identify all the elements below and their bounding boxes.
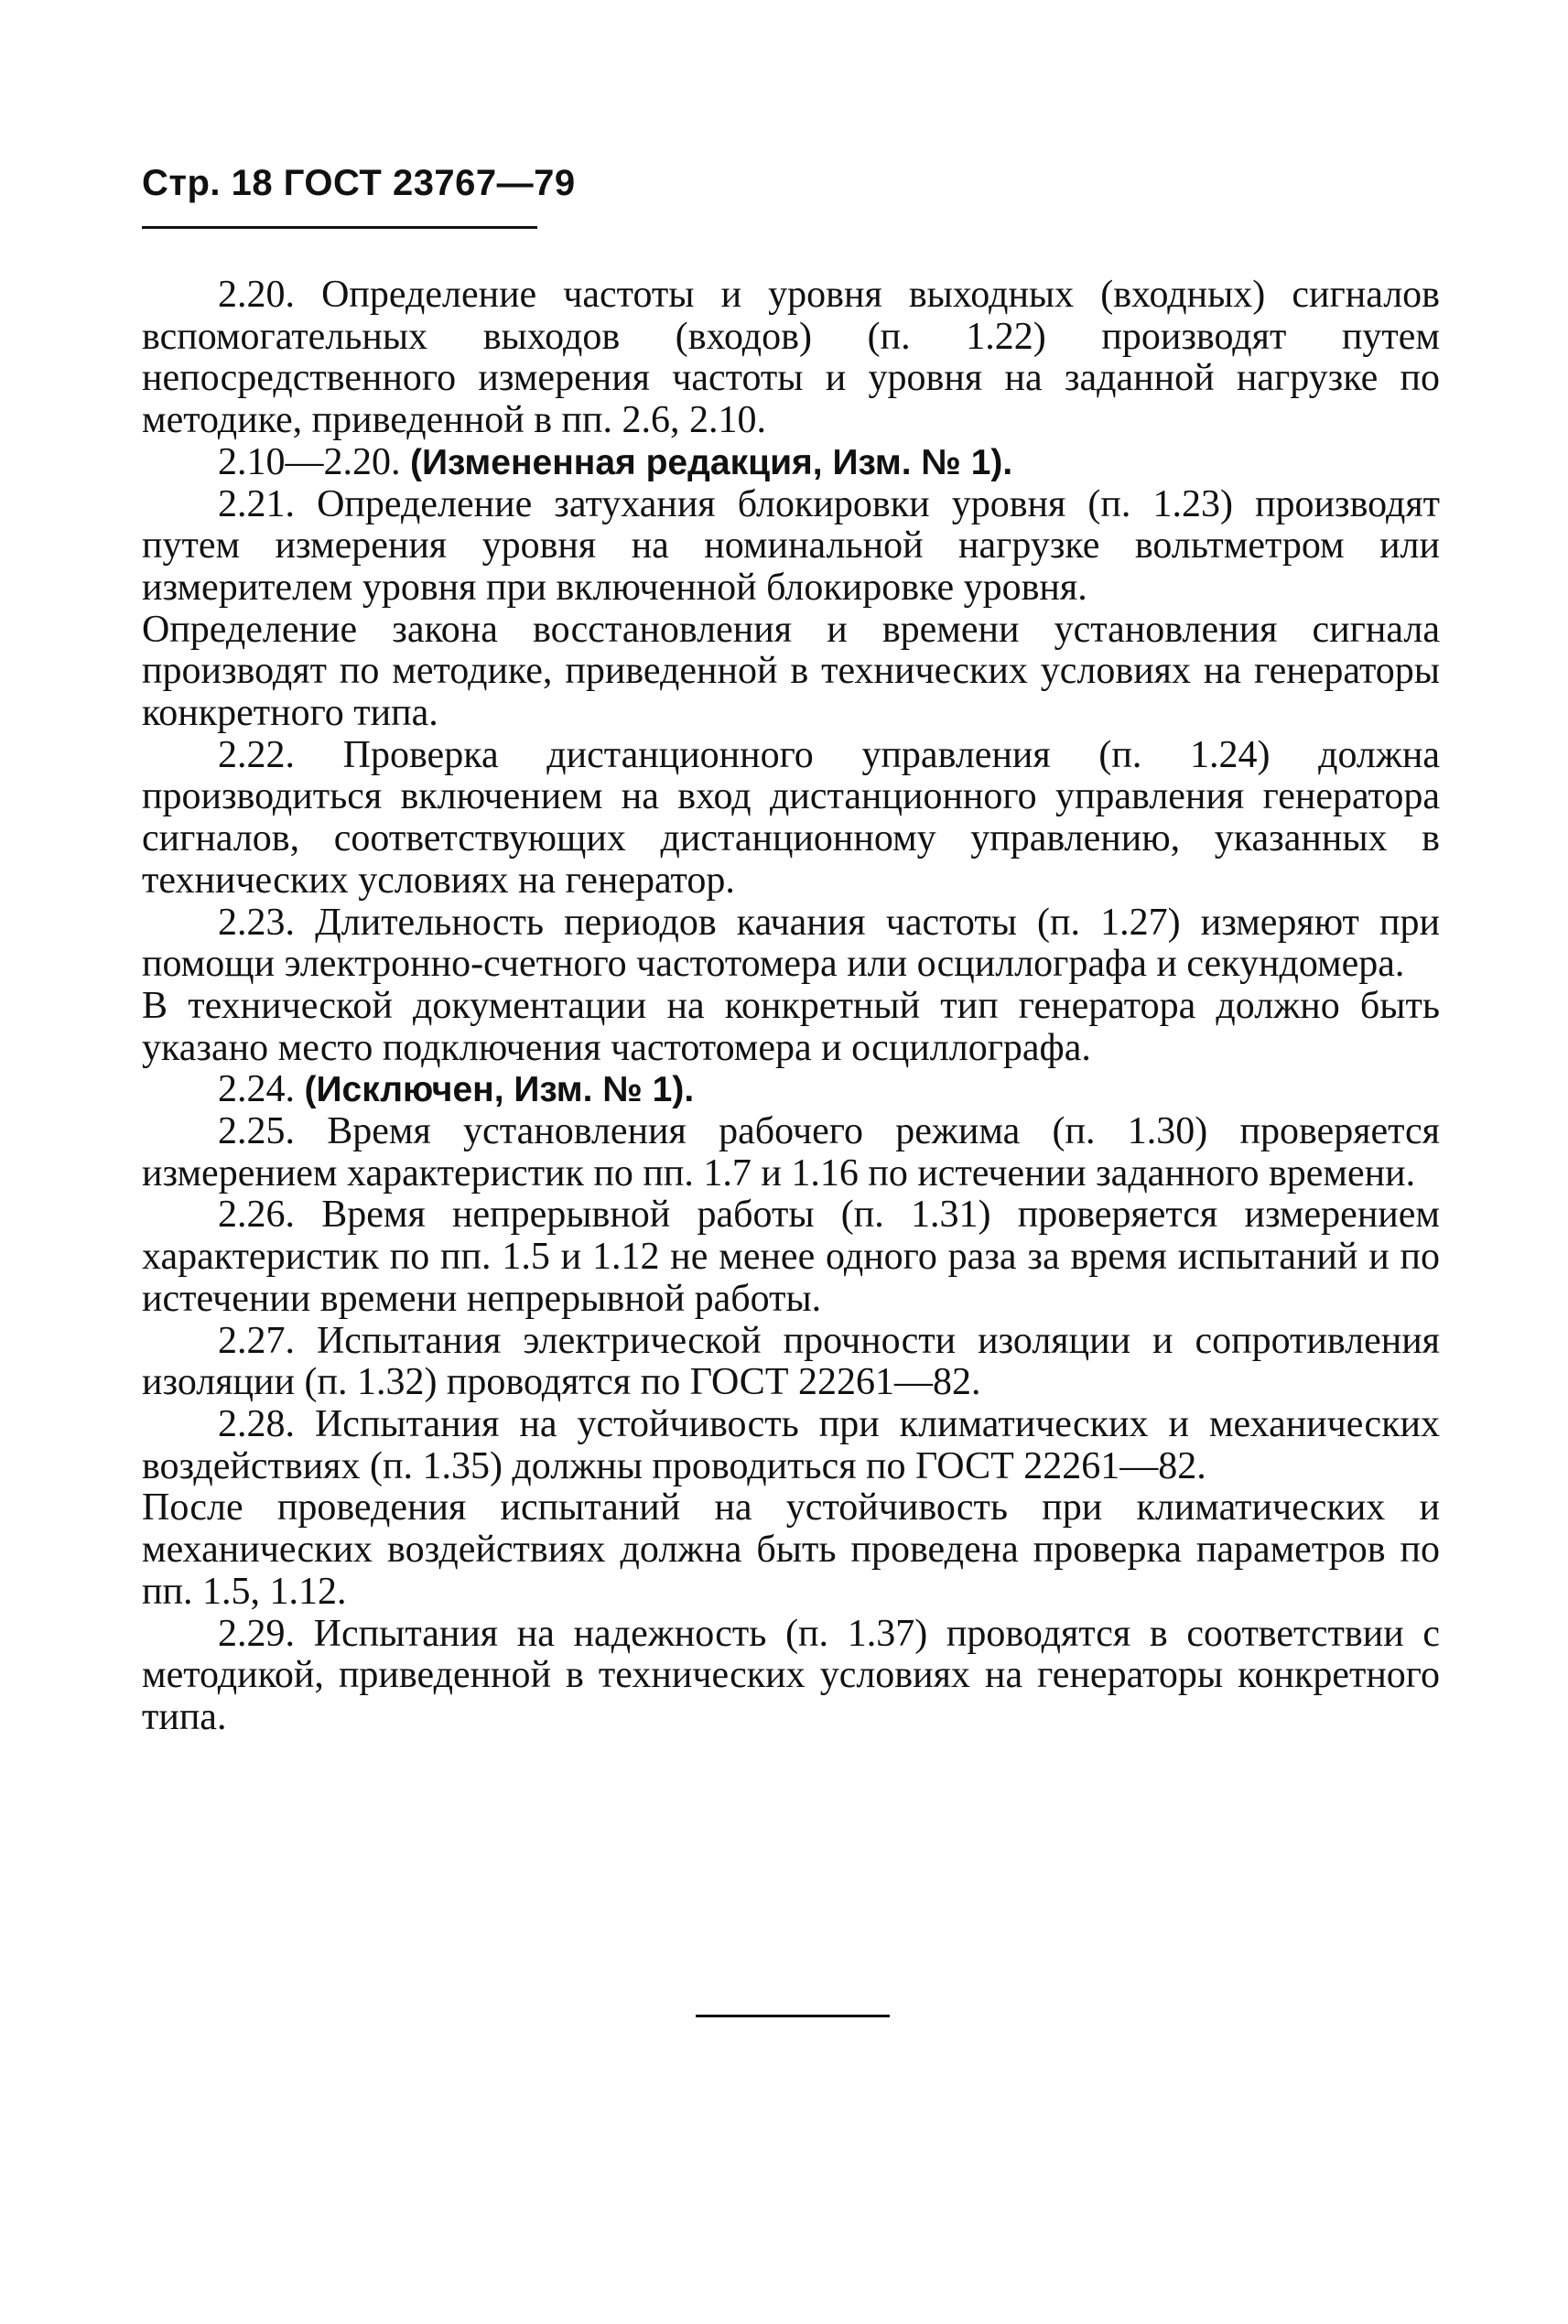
paragraph-2-20: 2.20. Определение частоты и уровня выходных (входных) сигналов вспомогательных выходов (входов) (п. 1.22) производят путем непосредственного измерения частоты и уровня на заданной нагрузке по методике, приведенной в пп. 2.6, 2.10. — [142, 274, 1440, 442]
paragraph-2-23: 2.23. Длительность периодов качания частоты (п. 1.27) измеряют при помощи электронно-счетного частотомера или осциллографа и секундомера. — [142, 901, 1440, 986]
paragraph-2-29: 2.29. Испытания на надежность (п. 1.37) проводятся в соответствии с методикой, приведенной в технических условиях на генераторы конкретного типа. — [142, 1612, 1440, 1738]
paragraph-change-note — [142, 442, 1440, 484]
change-range: 2.10—2.20. — [218, 440, 401, 483]
paragraph-2-24 — [142, 1069, 1440, 1111]
paragraph-2-21-continued: Определение закона восстановления и времени установления сигнала производят по методике, приведенной в технических условиях на генераторы конкретного типа. — [142, 608, 1440, 735]
paragraph-2-25: 2.25. Время установления рабочего режима (п. 1.30) проверяется измерением характеристик по пп. 1.7 и 1.16 по истечении заданного времени. — [142, 1110, 1440, 1194]
paragraph-2-22: 2.22. Проверка дистанционного управления (п. 1.24) должна производиться включением на вход дистанционного управления генератора сигналов, соответствующих дистанционному управлению, указанных в технических условиях на генератор. — [142, 733, 1440, 902]
paragraph-2-26: 2.26. Время непрерывной работы (п. 1.31) проверяется измерением характеристик по пп. 1.5 и 1.12 не менее одного раза за время испытаний и по истечении времени непрерывной работы. — [142, 1194, 1440, 1320]
document-body — [142, 275, 1440, 1739]
change-note: (Измененная редакция, Изм. № 1). — [410, 442, 1013, 482]
item-2-24-number: 2.24. — [218, 1068, 295, 1111]
header-rule — [142, 226, 537, 229]
paragraph-2-28: 2.28. Испытания на устойчивость при климатических и механических воздействиях (п. 1.35) должны проводиться по ГОСТ 22261—82. — [142, 1402, 1440, 1487]
item-2-24-note: (Исключен, Изм. № 1). — [304, 1070, 695, 1110]
page-header: Стр. 18 ГОСТ 23767—79 — [142, 163, 576, 203]
paragraph-2-27: 2.27. Испытания электрической прочности изоляции и сопротивления изоляции (п. 1.32) проводятся по ГОСТ 22261—82. — [142, 1319, 1440, 1404]
paragraph-2-21: 2.21. Определение затухания блокировки уровня (п. 1.23) производят путем измерения уровня на номинальной нагрузке вольтметром или измерителем уровня при включенной блокировке уровня. — [142, 482, 1440, 609]
paragraph-2-23-continued: В технической документации на конкретный тип генератора должно быть указано место подключения частотомера и осциллографа. — [142, 984, 1440, 1069]
paragraph-2-28-continued: После проведения испытаний на устойчивость при климатических и механических воздействиях должна быть проведена проверка параметров по пп. 1.5, 1.12. — [142, 1486, 1440, 1613]
end-of-section-rule — [696, 2015, 890, 2017]
